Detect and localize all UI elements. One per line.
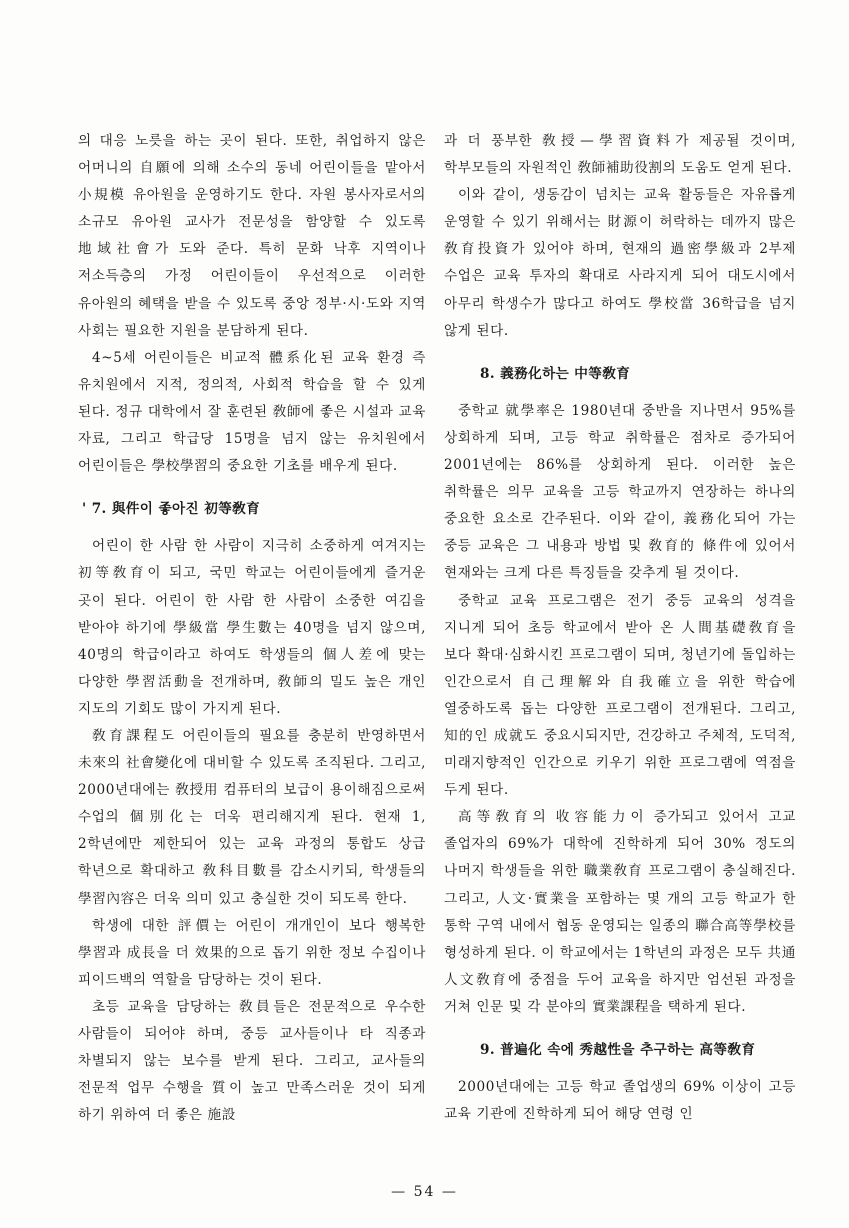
paragraph: 敎育課程도 어린이들의 필요를 충분히 반영하면서 未來의 社會變化에 대비할 수 있도록 조직된다. 그리고, 2000년대에는 敎授用 컴퓨터의 보급이 용이해짐으로써 수업의 個別化는 더욱 편리해지게 된다. 현재 1, 2학년에만 제한되어 있는 교육 과정의 통합도 상급 학년으로 확대하고 敎科目數를 감소시키되, 학생들의 學習內容은 더욱 의미 있고 충실한 것이 되도록 한다.	[78, 727, 426, 907]
paragraph: 어린이 한 사람 한 사람이 지극히 소중하게 여겨지는 初等敎育이 되고, 국민 학교는 어린이들에게 즐거운 곳이 된다. 어린이 한 사람 한 사람이 소중한 여김을 받아야 하기에 學級當 學生數는 40명을 넘지 않으며, 40명의 학급이라고 하여도 학생들의 個人差에 맞는 다양한 學習活動을 전개하며, 敎師의 밀도 높은 개인 지도의 기회도 많이 가지게 된다.	[78, 538, 426, 717]
paragraph: 高等敎育의 收容能力이 증가되고 있어서 고교 졸업자의 69%가 대학에 진학하게 되어 30% 정도의 나머지 학생들을 위한 職業敎育 프로그램이 충실해진다. 그리고, 人文·實業을 포함하는 몇 개의 고등 학교가 한 통학 구역 내에서 협동 운영되는 일종의 聯合高等學校를 형성하게 된다. 이 학교에서는 1학년의 과정은 모두 共通 人文敎育에 중점을 두어 교육을 하지만 엄선된 과정을 거쳐 인문 및 각 분야의 實業課程을 택하게 된다.	[444, 809, 796, 1015]
paragraph: 의 대응 노릇을 하는 곳이 된다. 또한, 취업하지 않은 어머니의 自願에 의해 소수의 동네 어린이들을 맡아서 小規模 유아원을 운영하기도 한다. 자원 봉사자로서의 소규모 유아원 교사가 전문성을 함양할 수 있도록 地域社會가 도와 준다. 특히 문화 낙후 지역이나 저소득층의 가정 어린이들이 우선적으로 이러한 유아원의 혜택을 받을 수 있도록 중앙 정부·시·도와 지역 사회는 필요한 지원을 분담하게 된다.	[78, 133, 426, 339]
page-number: — 54 —	[391, 1184, 458, 1200]
section-heading-7: ' 7. 與件이 좋아진 初等敎育	[82, 501, 261, 518]
section-heading-8: 8. 義務化하는 中等敎育	[480, 365, 631, 382]
paragraph: 초등 교육을 담당하는 敎員들은 전문적으로 우수한 사람들이 되어야 하며, 중등 교사들이나 타 직종과 차별되지 않는 보수를 받게 된다. 그리고, 교사들의 전문적 업무 수행을 質이 높고 만족스러운 것이 되게 하기 위하여 더 좋은 施設	[78, 998, 426, 1124]
right-column	[444, 128, 796, 1128]
paragraph: 학생에 대한 評價는 어린이 개개인이 보다 행복한 學習과 成長을 더 效果的으로 돕기 위한 정보 수집이나 피이드백의 역할을 담당하는 것이 된다.	[78, 917, 426, 988]
paragraph: 4~5세 어린이들은 비교적 體系化된 교육 환경 즉 유치원에서 지적, 정의적, 사회적 학습을 할 수 있게 된다. 정규 대학에서 잘 훈련된 敎師에 좋은 시설과 교육 자료, 그리고 학급당 15명을 넘지 않는 유치원에서 어린이들은 學校學習의 중요한 기초를 배우게 된다.	[78, 349, 426, 475]
paragraph: 이와 같이, 생동감이 넘치는 교육 활동들은 자유롭게 운영할 수 있기 위해서는 財源이 허락하는 데까지 많은 敎育投資가 있어야 하며, 현재의 過密學級과 2부제 수업은 교육 투자의 확대로 사라지게 되어 대도시에서 아무리 학생수가 많다고 하여도 學校當 36학급을 넘지 않게 된다.	[444, 187, 796, 339]
section-heading-9: 9. 普遍化 속에 秀越性을 추구하는 高等敎育	[480, 1042, 756, 1058]
paragraph: 과 더 풍부한 敎授—學習資料가 제공될 것이며, 학부모들의 자원적인 敎師補助役割의 도움도 얻게 된다.	[444, 133, 796, 177]
left-column	[78, 128, 426, 1129]
paragraph: 중학교 就學率은 1980년대 중반을 지나면서 95%를 상회하게 되며, 고등 학교 취학률은 점차로 증가되어 2001년에는 86%를 상회하게 된다. 이러한 높은 취학률은 의무 교육을 고등 학교까지 연장하는 하나의 중요한 요소로 간주된다. 이와 같이, 義務化되어 가는 중등 교육은 그 내용과 방법 및 敎育的 條件에 있어서 현재와는 크게 다른 특징들을 갖추게 될 것이다.	[444, 402, 796, 582]
paragraph: 2000년대에는 고등 학교 졸업생의 69% 이상이 고등 교육 기관에 진학하게 되어 해당 연령 인	[444, 1079, 796, 1123]
paragraph: 중학교 교육 프로그램은 전기 중등 교육의 성격을 지니게 되어 초등 학교에서 받아 온 人間基礎敎育을 보다 확대·심화시킨 프로그램이 되며, 청년기에 돌입하는 인간으로서 自己理解와 自我確立을 위한 학습에 열중하도록 돕는 다양한 프로그램이 전개된다. 그리고, 知的인 成就도 중요시되지만, 건강하고 주체적, 도덕적, 미래지향적인 인간으로 키우기 위한 프로그램에 역점을 두게 된다.	[444, 592, 796, 799]
